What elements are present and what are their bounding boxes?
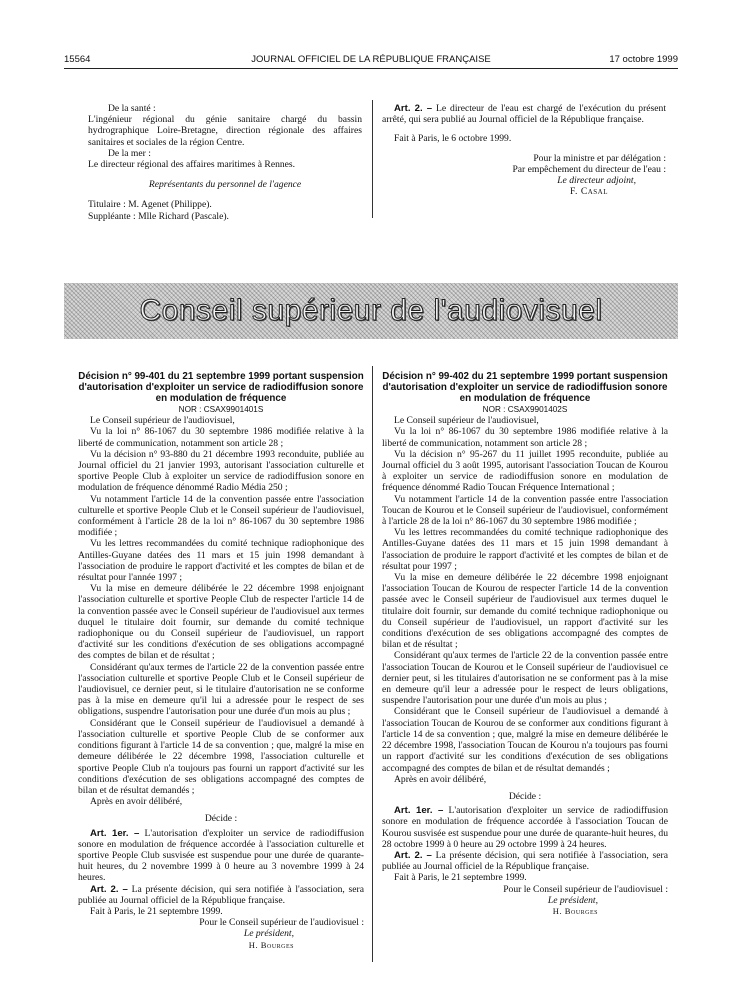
decision-left-role: Le président, xyxy=(243,928,294,940)
top-art2-label: Art. 2. – xyxy=(394,103,433,114)
decision-right-title: Décision n° 99-402 du 21 septembre 1999 portant suspension d'autorisation d'exploiter un service de radiodiffusion sonore en modulation de fréquence xyxy=(382,371,668,404)
decision-right xyxy=(382,371,668,917)
paragraph: Après en avoir délibéré, xyxy=(90,796,183,808)
paragraph: Considérant qu'aux termes de l'article 22 de la convention passée entre l'association Toucan de Kourou et le Conseil supérieur de l'audiovisuel ce dernier peut, si les titulaires d'autorisation ne se conforment pas à la mise en demeure qu'il leur a adressée pour le respect de leurs obligations, suspendre l'autorisation pour une durée d'un mois au plus ; xyxy=(382,650,668,707)
paragraph: Vu la loi n° 86-1067 du 30 septembre 1986 modifiée relative à la liberté de communication, notamment son article 28 ; xyxy=(382,426,668,449)
decision-left-art2 xyxy=(78,884,364,906)
decision-left-art1-text: L'autorisation d'exploiter un service de radiodiffusion sonore en modulation de fréquence accordée à l'association culturelle et sportive People Club susvisée est suspendue pour une durée de quarante-huit heures, du 2 novembre 1999 à 0 heure au 3 novembre 1999 à 24 heures. xyxy=(78,827,364,884)
top-role: Le directeur adjoint, xyxy=(557,175,636,187)
header-rule xyxy=(64,68,678,69)
paragraph: Considérant qu'aux termes de l'article 22 de la convention passée entre l'association culturelle et sportive People Club et le Conseil supérieur de l'audiovisuel, ce dernier peut, si le titulaire d'autorisation ne se conforme pas à la mise en demeure qu'il lui a adressée pour le respect de ses obligations, suspendre l'autorisation pour une durée d'un mois au plus ; xyxy=(78,661,364,718)
issue-date: 17 octobre 1999 xyxy=(609,54,678,65)
decision-left-pour: Pour le Conseil supérieur de l'audiovisuel : xyxy=(199,917,364,929)
paragraph: Considérant que le Conseil supérieur de l'audiovisuel a demandé à l'association Toucan de Kourou de se conformer aux conditions figurant à l'article 14 de sa convention ; que, malgré la mise en demeure délibérée le 22 décembre 1998, l'association Toucan de Kourou n'a toujours pas fourni un rapport d'activité sur les conditions d'exécution de ses obligations accompagné des comptes de bilan et de résultat demandés ; xyxy=(382,706,668,774)
paragraph: Vu la mise en demeure délibérée le 22 décembre 1998 enjoignant l'association Toucan de Kourou de respecter l'article 14 de la convention passée avec le Conseil supérieur de l'audiovisuel aux termes duquel le titulaire doit fournir, sur demande du comité technique radiophonique ou du Conseil supérieur de l'audiovisuel, un rapport d'activité sur les conditions d'exécution de ses obligations accompagné des comptes de bilan et de résultat ; xyxy=(382,572,668,651)
top-column-divider xyxy=(372,100,373,218)
decision-right-fait: Fait à Paris, le 21 septembre 1999. xyxy=(394,872,527,884)
paragraph: Le Conseil supérieur de l'audiovisuel, xyxy=(394,415,539,427)
decision-left-title: Décision n° 99-401 du 21 septembre 1999 portant suspension d'autorisation d'exploiter un service de radiodiffusion sonore en modulation de fréquence xyxy=(78,371,364,404)
mer-text: Le directeur régional des affaires maritimes à Rennes. xyxy=(88,159,296,171)
sante-text: L'ingénieur régional du génie sanitaire chargé du bassin hydrographique Loire-Bretagne, direction régionale des affaires sanitaires et sociales de la région Centre. xyxy=(88,114,362,148)
paragraph: Vu notamment l'article 14 de la convention passée entre l'association culturelle et sportive People Club et le Conseil supérieur de l'audiovisuel, conformément à l'article 28 de la loi n° 86-1067 du 30 septembre 1986 modifiée ; xyxy=(78,493,364,539)
decision-left-signatory: H. Bourges xyxy=(248,939,294,950)
decision-left-art2-text: La présente décision, qui sera notifiée à l'association, sera publiée au Journal officiel de la République française. xyxy=(78,883,364,906)
running-header xyxy=(64,54,678,68)
decision-left-decide: Décide : xyxy=(204,813,238,825)
paragraph: Considérant que le Conseil supérieur de l'audiovisuel a demandé à l'association culturelle et sportive People Club de se conformer aux conditions figurant à l'article 14 de sa convention ; que, malgré la mise en demeure délibérée le 22 décembre 1998, l'association culturelle et sportive People Club n'a toujours pas fourni un rapport d'activité sur les conditions d'exécution de ses obligations accompagné des comptes de bilan et de résultat demandés ; xyxy=(78,717,364,796)
top-signatory: F. Casal xyxy=(569,186,608,198)
top-left-column xyxy=(88,103,362,222)
decision-right-art1 xyxy=(382,805,668,850)
decision-right-signatory: H. Bourges xyxy=(552,905,598,916)
top-art2 xyxy=(382,103,666,125)
decision-right-role: Le président, xyxy=(547,894,598,906)
paragraph: Vu notamment l'article 14 de la convention passée entre l'association Toucan de Kourou et le Conseil supérieur de l'audiovisuel, conformément à l'article 28 de la loi n° 86-1067 du 30 septembre 1986 modifiée ; xyxy=(382,493,668,528)
decision-left-art1 xyxy=(78,828,364,884)
paragraph: Vu la décision n° 95-267 du 11 juillet 1995 reconduite, publiée au Journal officiel du 3 août 1995, autorisant l'association Toucan de Kourou à exploiter un service de radiodiffusion sonore en modulation de fréquence dénommé Radio Toucan Fréquence International ; xyxy=(382,448,668,494)
journal-title: JOURNAL OFFICIEL DE LA RÉPUBLIQUE FRANÇAISE xyxy=(251,54,491,65)
page-number: 15564 xyxy=(64,54,91,65)
decision-left-fait: Fait à Paris, le 21 septembre 1999. xyxy=(90,905,223,917)
decision-left-art1-label: Art. 1er. – xyxy=(90,827,140,839)
decision-right-pour: Pour le Conseil supérieur de l'audiovisuel : xyxy=(503,883,668,895)
titulaire: Titulaire : M. Agenet (Philippe). xyxy=(88,199,212,211)
decision-right-art2-label: Art. 2. – xyxy=(394,849,432,861)
paragraph: Vu les lettres recommandées du comité technique radiophonique des Antilles-Guyane datées des 11 mars et 15 juin 1998 demandant à l'association de produire le rapport d'activité et les comptes de bilan et de résultat pour 1997 ; xyxy=(382,527,668,572)
paragraph: Le Conseil supérieur de l'audiovisuel, xyxy=(90,415,235,427)
suppleante: Suppléante : Mlle Richard (Pascale). xyxy=(88,210,229,222)
section-banner xyxy=(64,283,678,339)
paragraph: Vu la loi n° 86-1067 du 30 septembre 1986 modifiée relative à la liberté de communication, notamment son article 28 ; xyxy=(78,426,364,449)
top-fait: Fait à Paris, le 6 octobre 1999. xyxy=(394,133,512,145)
sante-label: De la santé : xyxy=(108,103,156,114)
paragraph: Vu la mise en demeure délibérée le 22 décembre 1998 enjoignant l'association culturelle et sportive People Club de respecter l'article 14 de la convention passée avec le Conseil supérieur de l'audiovisuel aux termes duquel le titulaire doit fournir, sur demande du comité technique radiophonique ou du Conseil supérieur de l'audiovisuel, un rapport d'activité sur les conditions d'exécution de ses obligations accompagné des comptes de bilan et de résultat ; xyxy=(78,583,364,662)
decisions-column-divider xyxy=(372,366,373,962)
top-empechement: Par empêchement du directeur de l'eau : xyxy=(512,163,666,175)
decision-right-decide: Décide : xyxy=(508,790,542,802)
paragraph: Après en avoir délibéré, xyxy=(394,773,487,785)
top-art2-text: Le directeur de l'eau est chargé de l'exécution du présent arrêté, qui sera publié au Journal officiel de la République française. xyxy=(382,103,666,126)
decision-right-art2 xyxy=(382,850,668,872)
decision-right-art2-text: La présente décision, qui sera notifiée à l'association, sera publiée au Journal officiel de la République française. xyxy=(382,849,668,873)
decision-right-art1-text: L'autorisation d'exploiter un service de radiodiffusion sonore en modulation de fréquence accordée à l'association Toucan de Kourou susvisée est suspendue pour une durée de quarante-huit heures, du 28 octobre 1999 à 0 heure au 29 octobre 1999 à 24 heures. xyxy=(382,805,668,850)
decision-right-nor: NOR : CSAX9901402S xyxy=(482,405,568,414)
paragraph: Vu les lettres recommandées du comité technique radiophonique des Antilles-Guyane datées des 11 mars et 15 juin 1998 demandant à l'association de produire le rapport d'activité et les comptes de bilan et de résultat pour l'année 1997 ; xyxy=(78,538,364,584)
top-right-column xyxy=(382,103,666,197)
decision-left-art2-label: Art. 2. – xyxy=(90,883,128,895)
decision-left-nor: NOR : CSAX9901401S xyxy=(178,405,264,414)
decision-right-art1-label: Art. 1er. – xyxy=(394,805,444,817)
paragraph: Vu la décision n° 93-880 du 21 décembre 1993 reconduite, publiée au Journal officiel du 21 janvier 1993, autorisant l'association culturelle et sportive People Club à exploiter un service de radiodiffusion sonore en modulation de fréquence dénommé Radio Média 250 ; xyxy=(78,448,364,494)
decision-left xyxy=(78,371,364,951)
representants-heading: Représentants du personnel de l'agence xyxy=(148,179,302,191)
top-pour-ministre: Pour la ministre et par délégation : xyxy=(533,152,666,164)
mer-label: De la mer : xyxy=(108,147,151,159)
banner-title: Conseil supérieur de l'audiovisuel xyxy=(139,294,603,327)
